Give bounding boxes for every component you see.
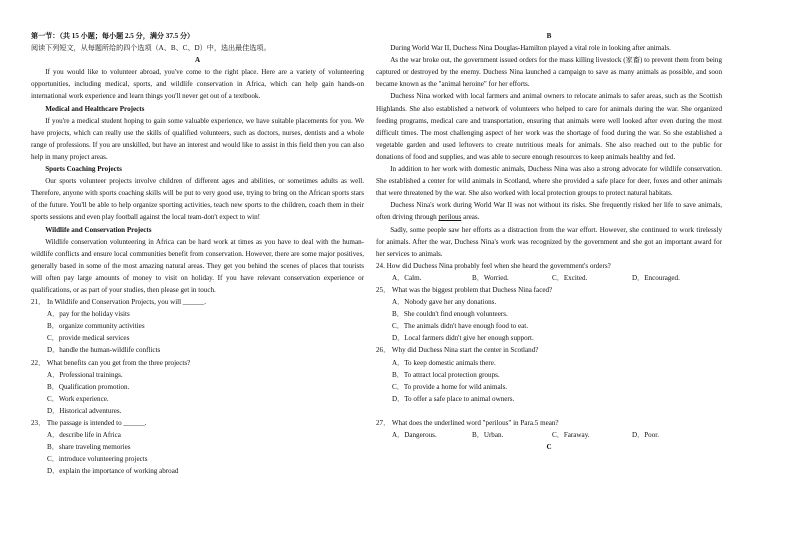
section-title-medical: Medical and Healthcare Projects xyxy=(45,104,145,113)
left-column xyxy=(31,30,364,477)
question-stem: What does the underlined word "perilous" in Para.5 mean? xyxy=(391,418,559,427)
section-body-wildlife: Wildlife conservation volunteering in Africa can be hard work at times as you have to deal with the human-wildlife conflicts and ensure local communities benefit from conservation. However, there are some major positives, generally based in some of the most amazing natural areas. They get you behind the scenes of places that tourists will often pay large amounts of money to visit on holiday. If you have relevant conservation experience or qualifications, or as part of your studies, then please get in touch. xyxy=(31,237,364,294)
question-stem: What was the biggest problem that Duchess Nina faced? xyxy=(391,285,553,294)
option-26-d: D．To offer a safe place to animal owners. xyxy=(392,394,515,403)
option-24-a: A．Calm. xyxy=(392,273,422,282)
option-21-a: A．pay for the holiday visits xyxy=(47,310,130,319)
options-24 xyxy=(376,272,722,284)
question-27 xyxy=(376,417,722,429)
question-stem-end: . xyxy=(144,419,147,427)
option-22-d: D．Historical adventures. xyxy=(47,406,122,415)
option-24-d: D．Encouraged. xyxy=(632,273,680,282)
question-number: 26． xyxy=(376,346,391,355)
option-23-a: A．describe life in Africa xyxy=(47,431,121,440)
question-stem-end: . xyxy=(204,298,206,307)
option-26-a: A．To keep domestic animals there. xyxy=(392,358,496,367)
option-21-d: D．handle the human-wildlife conflicts xyxy=(47,346,161,355)
option-25-c: C．The animals didn't have enough food to eat. xyxy=(392,322,529,331)
question-stem: Why did Duchess Nina start the center in Scotland? xyxy=(391,346,539,355)
option-23-d: D．explain the importance of working abroad xyxy=(47,467,179,476)
option-25-b: B．She couldn't find enough volunteers. xyxy=(392,310,508,319)
passage-a-label: A xyxy=(194,56,201,65)
question-stem: The passage is intended to xyxy=(46,419,122,427)
passage-b-para-6: Sadly, some people saw her efforts as a distraction from the war effort. However, she continued to work tirelessly for animals. After the war, Duchess Nina's work was recognized by the government and she got an important award for her services to animals. xyxy=(376,225,722,258)
section-title-wildlife: Wildlife and Conservation Projects xyxy=(45,225,152,234)
passage-b-para-1: During World War II, Duchess Nina Douglas-Hamilton played a vital role in looking after animals. xyxy=(390,44,671,53)
question-26 xyxy=(376,344,722,356)
passage-c-label: C xyxy=(546,443,552,452)
option-27-c: C．Faraway. xyxy=(552,431,590,439)
passage-b-label: B xyxy=(546,32,552,40)
right-column xyxy=(376,30,722,453)
question-25 xyxy=(376,284,722,296)
option-27-d: D．Poor. xyxy=(632,431,659,439)
passage-b-para-2: As the war broke out, the government issued orders for the mass killing livestock (家畜) to prevent them from being captured or destroyed by the enemy. Duchess Nina launched a campaign to save as many animals as possible, and soon became known as the "animal heroine" for her efforts. xyxy=(376,56,722,89)
option-22-b: B．Qualification promotion. xyxy=(47,382,130,391)
question-stem: What benefits can you get from the three projects? xyxy=(46,358,191,367)
section-header: 第一节：（共 15 小题；每小题 2.5 分，满分 37.5 分） xyxy=(31,32,195,40)
para-5-text: Duchess Nina's work during World War II was not without its risks. She frequently risked her life to save animals, often driving through xyxy=(376,201,722,222)
option-24-c: C．Excited. xyxy=(552,273,588,282)
question-number: 23． xyxy=(31,419,46,427)
answer-blank: ______ xyxy=(182,298,205,307)
option-26-c: C．To provide a home for wild animals. xyxy=(392,382,508,391)
section-body-sports: Our sports volunteer projects involve children of different ages and abilities, or sometimes adults as well. Therefore, anyone with sports coaching skills will be put to very good use, trying to bring on the African sports stars of the future. You'll be able to help organize sporting activities, teach new sports to the children, coach them in their sports sessions and even play football against the local team-don't expect to win! xyxy=(31,177,364,222)
option-23-b: B．share traveling memories xyxy=(47,443,131,452)
passage-b-para-3: Duchess Nina worked with local farmers and animal owners to relocate animals to safer areas, such as the Scottish Highlands. She also established a network of volunteers who helped to care for animals during the war. She organized feeding programs, medical care and transportation, ensuring that animals were well looked after even during the most difficult times. The most challenging aspect of her work was the shortage of food during the war. So she established a vegetable garden and used leftovers to create nutritious meals for animals. She also reached out to the public for donations of food and supplies, and was able to secure enough resources to keep animals healthy and fed. xyxy=(376,92,722,161)
options-27 xyxy=(376,429,722,441)
question-stem: How did Duchess Nina probably feel when she heard the government's orders? xyxy=(386,261,611,270)
instruction-text: 阅读下列短文，从每题所给的四个选项（A、B、C、D）中，选出最佳选项。 xyxy=(31,44,271,53)
question-number: 22． xyxy=(31,358,46,367)
option-21-b: B．organize community activities xyxy=(47,322,145,331)
option-25-d: D．Local farmers didn't give her enough support. xyxy=(392,334,534,343)
option-21-c: C．provide medical services xyxy=(47,334,130,343)
question-number: 24. xyxy=(376,261,385,270)
question-24 xyxy=(376,260,722,272)
option-27-a: A．Dangerous. xyxy=(392,431,437,439)
answer-blank: ______ xyxy=(123,419,145,427)
section-body-medical: If you're a medical student hoping to gain some valuable experience, we have suitable placements for you. We have projects, which can really use the skills of qualified volunteers, such as doctors, nurses, dentists and a whole range of professions. If you are unskilled, but have an interest and would like to assist in this field then you can also help in many project areas. xyxy=(31,116,364,161)
question-number: 27． xyxy=(376,418,391,427)
question-23 xyxy=(31,417,364,429)
question-21 xyxy=(31,296,364,308)
option-27-b: B．Urban. xyxy=(472,431,504,439)
passage-a-intro: If you would like to volunteer abroad, you've come to the right place. Here are a variety of volunteering opportunities, including medical, sports, and wildlife conservation in Africa, which can help gain hands-on international work experience and learn things you'll never get out of a textbook. xyxy=(31,68,364,101)
spacer xyxy=(376,405,722,417)
option-24-b: B．Worried. xyxy=(472,273,509,282)
question-number: 25． xyxy=(376,285,391,294)
option-25-a: A．Nobody gave her any donations. xyxy=(392,298,497,307)
option-23-c: C．introduce volunteering projects xyxy=(47,455,148,464)
passage-b-para-4: In addition to her work with domestic animals, Duchess Nina was also a strong advocate for wildlife conservation. She established a center for wild animals in Scotland, where she provided a safe place for deer, foxes and other animals that were threatened by the war. She also worked with local protection groups to protect natural habitats. xyxy=(376,165,722,198)
option-22-c: C．Work experience. xyxy=(47,394,109,403)
option-26-b: B．To attract local protection groups. xyxy=(392,370,500,379)
option-22-a: A．Professional trainings. xyxy=(47,370,123,379)
passage-b-para-5 xyxy=(376,199,722,223)
question-22 xyxy=(31,357,364,369)
section-title-sports: Sports Coaching Projects xyxy=(45,165,122,174)
para-5-text-end: areas. xyxy=(463,213,480,222)
question-stem: In Wildlife and Conservation Projects, you will xyxy=(46,298,182,307)
question-number: 21． xyxy=(31,298,46,307)
underlined-word: perilous xyxy=(438,213,462,222)
